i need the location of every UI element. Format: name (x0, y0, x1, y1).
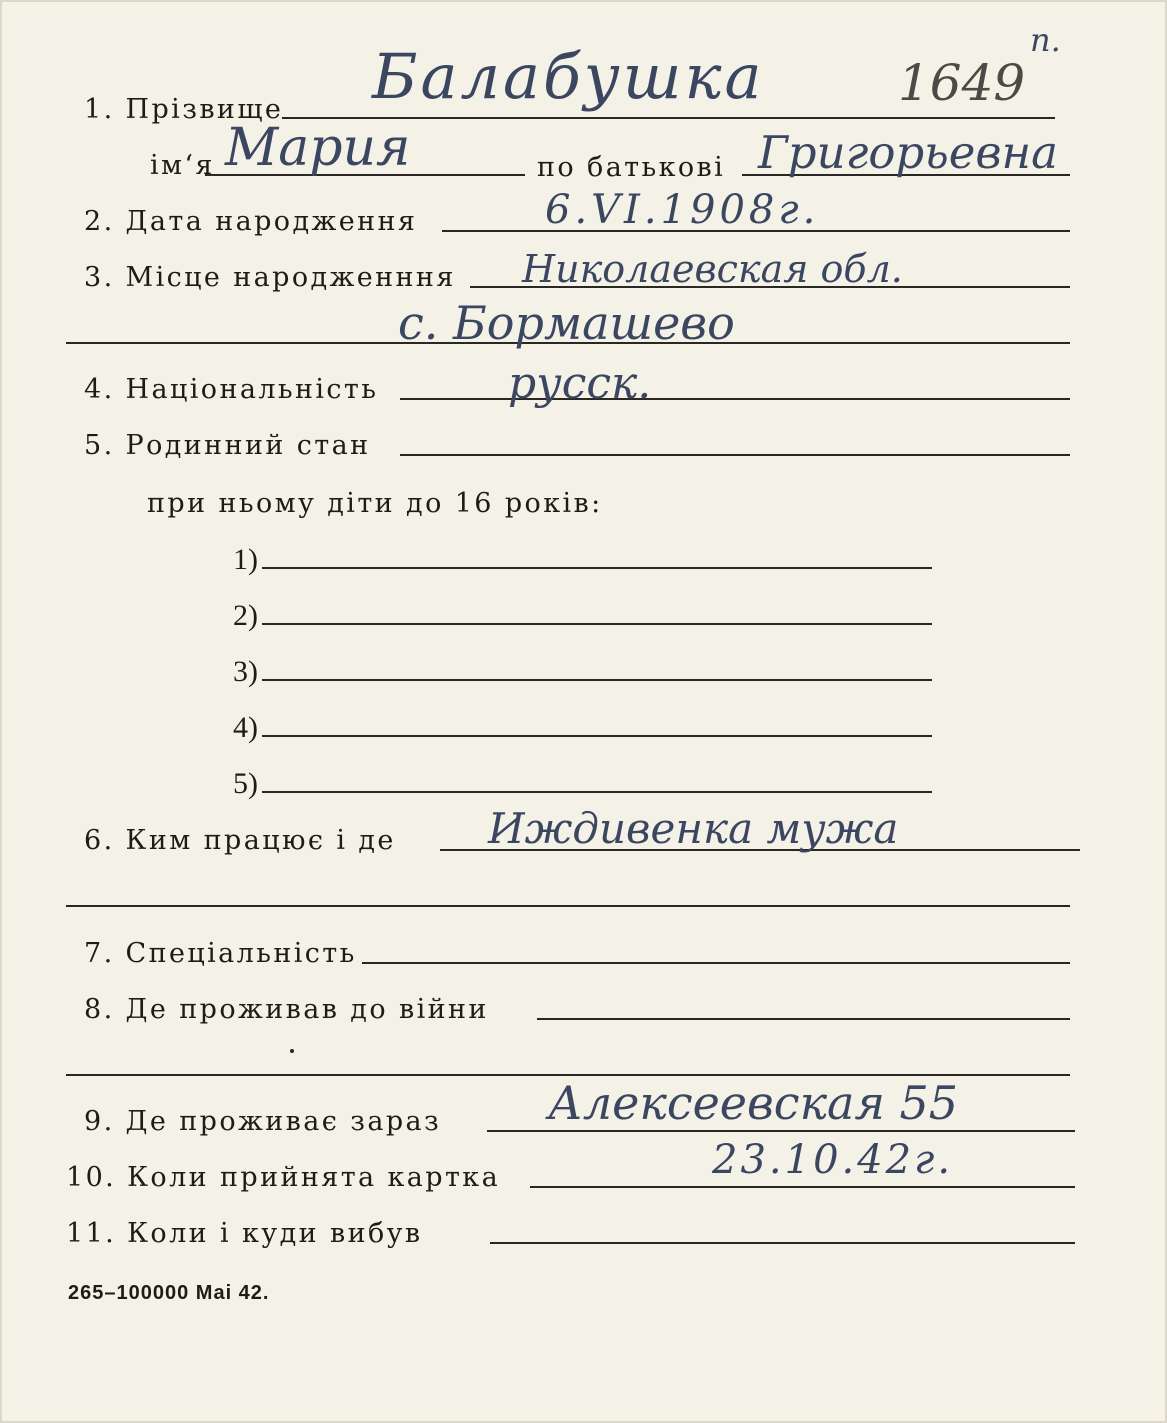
current-residence-line (487, 1130, 1075, 1132)
corner-mark-handwritten: п. (1030, 21, 1061, 59)
first-name-handwritten: Мария (225, 118, 411, 178)
child-2-line (262, 623, 932, 625)
first-name-label: ім‘я (150, 150, 215, 181)
child-4-number: 4) (233, 711, 258, 744)
family-status-label: 5. Родинний стан (84, 430, 371, 461)
children-label: при ньому діти до 16 років: (147, 488, 603, 519)
birth-place-handwritten-1: Николаевская обл. (522, 247, 903, 291)
child-2-number: 2) (233, 599, 258, 632)
birth-date-label: 2. Дата народження (84, 206, 418, 237)
card-date-label: 10. Коли прийнята картка (66, 1162, 501, 1193)
surname-handwritten: Балабушка (372, 40, 765, 113)
specialty-label: 7. Спеціальність (84, 938, 357, 969)
prewar-residence-line (537, 1018, 1070, 1020)
card-number-handwritten: 1649 (898, 54, 1026, 112)
patronymic-label: по батькові (537, 152, 726, 183)
birth-place-label: 3. Місце народженння (84, 262, 456, 293)
occupation-line-2 (66, 905, 1070, 907)
nationality-label: 4. Національність (84, 374, 379, 405)
surname-label: 1. Прізвище (84, 94, 284, 125)
birth-place-handwritten-2: с. Бормашево (398, 296, 735, 350)
birth-date-handwritten: 6.VI.1908г. (545, 187, 820, 233)
nationality-line (400, 398, 1070, 400)
occupation-label: 6. Ким працює і де (84, 825, 396, 856)
child-5-line (262, 791, 932, 793)
departure-line (490, 1242, 1075, 1244)
print-footer: 265–100000 Mai 42. (68, 1282, 270, 1304)
child-1-line (262, 567, 932, 569)
child-1-number: 1) (233, 543, 258, 576)
departure-label: 11. Коли і куди вибув (66, 1218, 423, 1249)
current-residence-handwritten: Алексеевская 55 (548, 1076, 959, 1130)
prewar-residence-label: 8. Де проживав до війни (84, 994, 489, 1025)
card-date-line (530, 1186, 1075, 1188)
current-residence-label: 9. Де проживає зараз (84, 1106, 442, 1137)
occupation-handwritten: Иждивенка мужа (488, 804, 899, 853)
ink-dot (290, 1049, 294, 1053)
child-5-number: 5) (233, 767, 258, 800)
nationality-handwritten: русск. (508, 358, 652, 409)
family-status-line (400, 454, 1070, 456)
specialty-line (362, 962, 1070, 964)
card-date-handwritten: 23.10.42г. (712, 1137, 954, 1183)
child-3-number: 3) (233, 655, 258, 688)
child-4-line (262, 735, 932, 737)
patronymic-handwritten: Григорьевна (758, 126, 1059, 179)
child-3-line (262, 679, 932, 681)
